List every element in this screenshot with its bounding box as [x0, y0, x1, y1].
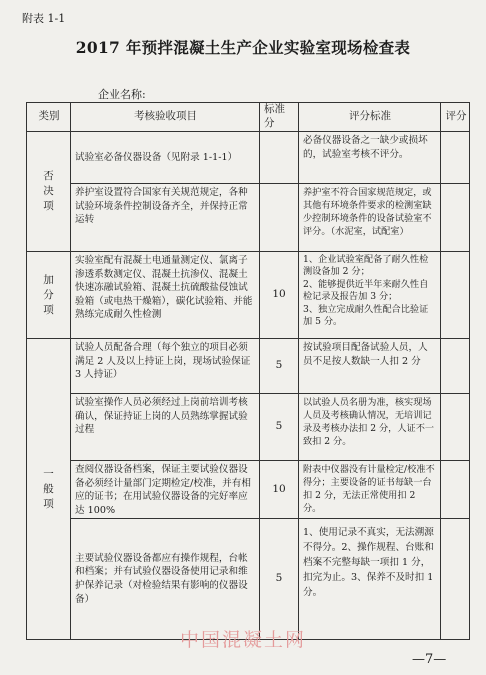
row-1-item: 试验室必备仪器设备（见附录 1-1-1） [75, 151, 238, 163]
header-rating: 评分 [445, 110, 467, 123]
category-general: 一 般 项 [43, 467, 54, 510]
header-score: 标准分 [264, 103, 285, 129]
row-3-criteria: 1、企业试验室配备了耐久性检测设备加 2 分； 2、能够提供近半年来耐久性自检记录及报告加 3 分； 3、独立完成耐久性配合比验证加 5 分。 [303, 254, 429, 328]
row-7-criteria: 1、使用记录不真实，无法溯源不得分。2、操作规程、台账和档案不完整每缺一项扣 1 分，扣完为止。3、保养不及时扣 1 分。 [303, 527, 434, 598]
row-5-criteria: 以试验人员名册为准，核实现场人员及考核确认情况，无培训记录及考核办法扣 2 分，人证不一致扣 2 分。 [303, 397, 435, 447]
page-title: 2017 年预拌混凝土生产企业实验室现场检查表 [75, 38, 411, 57]
row-6-criteria: 附表中仪器没有计量检定/校准不得分；主要设备的证书每缺一台扣 2 分，无法正常使用扣 2 分。 [303, 464, 435, 514]
row-4-criteria: 按试验项目配备试验人员，人员不足按人数缺一人扣 2 分 [303, 342, 428, 367]
row-2-criteria: 养护室不符合国家规范规定，或其他有环境条件要求的检测室缺少控制环境条件的设备试验室不评分。（水泥室，试配室） [303, 187, 432, 237]
row-4-item: 试验人员配备合理（每个独立的项目必须满足 2 人及以上持证上岗，现场试验保证 3 人持证） [75, 342, 251, 381]
page-number: —7— [412, 652, 447, 667]
appendix-label: 附表 1-1 [22, 12, 66, 25]
category-veto: 否 决 项 [43, 170, 54, 212]
row-1-score [260, 132, 298, 183]
row-5-score: 5 [275, 420, 283, 433]
watermark-text: 中国混凝土网 [179, 629, 306, 651]
inspection-table [26, 102, 470, 640]
row-3-item: 实验室配有混凝土电通量测定仪、氯离子渗透系数测定仪、混凝土抗渗仪、混凝土快速冻融试验箱、混凝土抗硫酸盐侵蚀试验箱（或电热干燥箱），碳化试验箱、并能熟练完成耐久性检测 [75, 255, 253, 321]
row-6-score: 10 [272, 482, 286, 495]
category-bonus: 加 分 项 [43, 273, 54, 316]
header-category: 类别 [38, 110, 60, 123]
header-item: 考核验收项目 [134, 110, 197, 123]
row-2-item: 养护室设置符合国家有关规范规定，各种试验环境条件控制设备齐全，并保持正常运转 [75, 187, 248, 226]
header-criteria: 评分标准 [349, 110, 391, 123]
row-7-item: 主要试验仪器设备都应有操作规程，台帐和档案；并有试验仪器设备使用记录和维护保养记录（对检验结果有影响的仪器设备） [75, 552, 248, 605]
row-4-score: 5 [275, 359, 283, 372]
company-name-label: 企业名称: [98, 88, 146, 101]
row-5-item: 试验室操作人员必须经过上岗前培训考核确认，保证持证上岗的人员熟练掌握试验过程 [75, 397, 248, 436]
row-1-criteria: 必备仪器设备之一缺少或损坏的，试验室考核不评分。 [303, 135, 428, 160]
row-3-score: 10 [272, 288, 286, 301]
row-6-item: 查阅仪器设备档案，保证主要试验仪器设备必须经计量部门定期检定/校准，并有相应的证书；在用试验仪器设备的完好率应达 100% [75, 464, 251, 516]
row-2-score [260, 184, 298, 251]
row-7-score: 5 [275, 572, 283, 585]
